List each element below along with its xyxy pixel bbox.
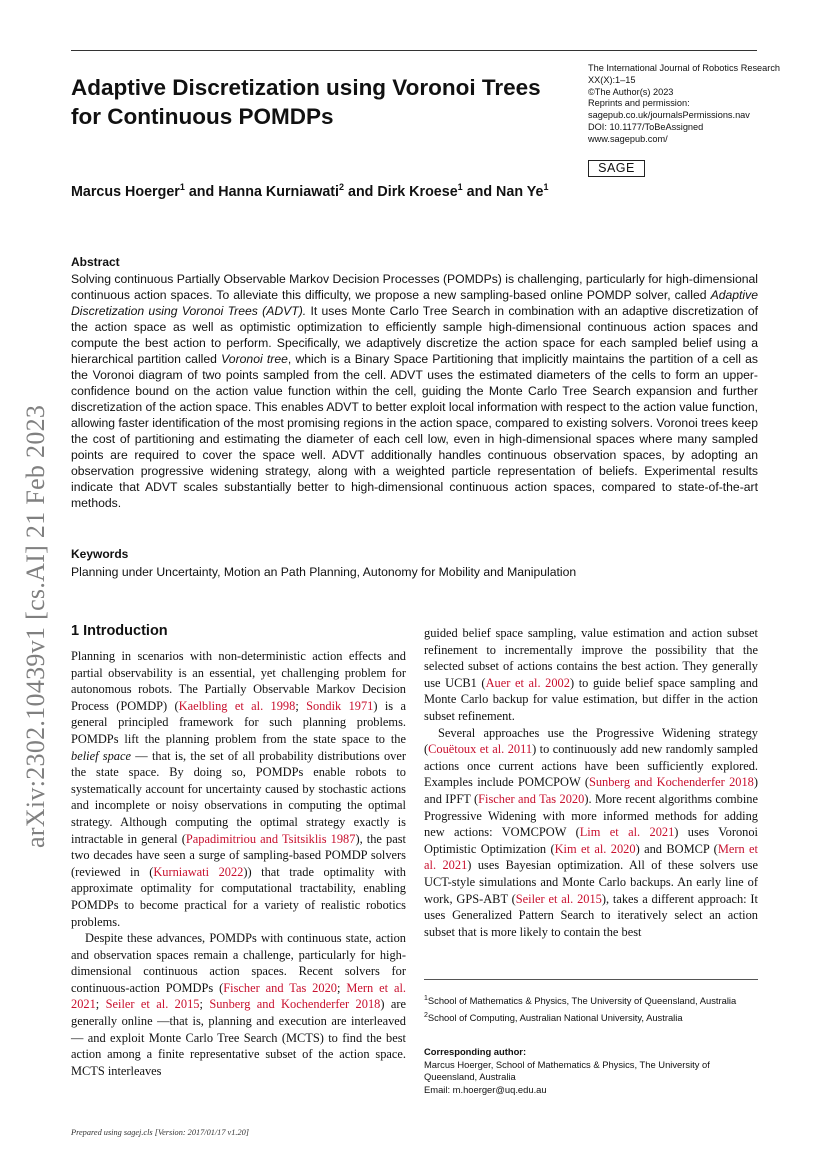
- author-name: Nan Ye: [496, 183, 544, 200]
- reprints: Reprints and permission:: [588, 98, 690, 109]
- citation-link[interactable]: Auer et al. 2002: [485, 675, 570, 690]
- author-list: Marcus Hoerger$^1$ and Hanna Kurniawati$^2$ and Dirk Kroese$^1$ and Nan Ye$^1$: [71, 182, 549, 200]
- citation-link[interactable]: Sondik 1971: [306, 698, 374, 713]
- footnote-rule: [424, 979, 758, 980]
- affiliation-text: School of Computing, Australian National University, Australia: [427, 1012, 683, 1024]
- citation-link[interactable]: Fischer and Tas 2020: [478, 791, 585, 806]
- author-affiliation: 1: [543, 182, 549, 192]
- page-footer: Prepared using sagej.cls [Version: 2017/01/17 v1.20]: [71, 1128, 249, 1137]
- abstract-text: Solving continuous Partially Observable Markov Decision Processes (POMDPs) is challenging, particularly for high-dimensional continuous action spaces. To alleviate this difficulty, we propose a new sampling-based online POMDP solver, called Adaptive Discretization using Voronoi Trees (ADVT). It uses Monte Carlo Tree Search in combination with an adaptive discretization of the action space as well as optimistic optimization to efficiently sample high-dimensional continuous action spaces and compute the best action to perform. Specifically, we adaptively discretize the action space for each sampled belief using a hierarchical partition called Voronoi tree, which is a Binary Space Partitioning that implicitly maintains the partition of a cell as the Voronoi diagram of two points sampled from the cell. ADVT uses the estimated diameters of the cells to form an upper-confidence bound on the action value function within the cell, guiding the Monte Carlo Tree Search expansion and further discretization of the action space. This enables ADVT to better exploit local information with respect to the action value function, allowing faster identification of the most promising regions in the action space, compared to existing solvers. Voronoi trees keep the cost of partitioning and estimating the diameter of each cell low, even in high-dimensional spaces where many sampled points are required to cover the space well. ADVT additionally handles continuous observation spaces, by adopting an observation progressive widening strategy, along with a weighted particle representation of beliefs. Experimental results indicate that ADVT scales substantially better to high-dimensional continuous action spaces, compared to state-of-the-art methods.: [71, 272, 758, 510]
- corresponding-author: [424, 1046, 758, 1096]
- publisher-link[interactable]: www.sagepub.com/: [588, 133, 668, 144]
- citation-link[interactable]: Seiler et al. 2015: [105, 997, 200, 1012]
- author-name: Dirk Kroese: [377, 183, 458, 200]
- emphasis: belief space: [71, 748, 132, 763]
- citation-link[interactable]: Couëtoux et al. 2011: [428, 742, 533, 757]
- affiliation-text: School of Mathematics & Physics, The University of Queensland, Australia: [427, 995, 737, 1007]
- citation-link[interactable]: Mern et al. 2021: [424, 841, 758, 873]
- keywords-heading: Keywords: [71, 547, 129, 561]
- paragraph: Several approaches use the Progressive Widening strategy (Couëtoux et al. 2011) to continuously add new randomly sampled actions once current actions have been sufficiently explored. Examples include POMCPOW (Sunberg and Kochenderfer 2018) and IPFT (Fischer and Tas 2020). More recent algorithms combine Progressive Widening with more informed methods for adding new actions: VOMCPOW (Lim et al. 2021) uses Voronoi Optimistic Optimization (Kim et al. 2020) and BOMCP (Mern et al. 2021) uses Bayesian optimization. All of these solvers use UCT-style simulations and Monte Carlo backups. An early line of work, GPS-ABT (Seiler et al. 2015), takes a different approach: It uses Generalized Pattern Search to iteratively select an action subset that is more likely to contain the best: [424, 725, 759, 939]
- journal-volume: XX(X):1–15: [588, 74, 636, 85]
- section-heading-introduction: 1 Introduction: [71, 623, 168, 639]
- emphasis: Voronoi tree: [221, 352, 288, 366]
- affiliation-number: 2: [424, 1012, 428, 1020]
- paper-title: Adaptive Discretization using Voronoi Trees for Continuous POMDPs: [71, 75, 541, 129]
- arxiv-identifier-stamp: arXiv:2302.10439v1 [cs.AI] 21 Feb 2023: [21, 404, 50, 848]
- corresponding-text: Marcus Hoerger, School of Mathematics & Physics, The University of Queensland, Australia: [424, 1058, 710, 1083]
- affiliation-item: [424, 993, 758, 1007]
- affiliations: [424, 993, 758, 1027]
- author-name: Marcus Hoerger: [71, 183, 180, 200]
- journal-name: The International Journal of Robotics Research: [588, 63, 781, 73]
- author-name: Hanna Kurniawati: [218, 183, 339, 200]
- paragraph: guided belief space sampling, value estimation and action subset refinement to incrementally improve the possibility that the selected subset of actions contains the best action. They generally use UCB1 (Auer et al. 2002) to guide belief space sampling and Monte Carlo backup for value estimation, but differ in the action subset refinement.: [424, 626, 759, 723]
- top-rule: [71, 50, 757, 51]
- author-affiliation: 1: [179, 182, 185, 192]
- citation-link[interactable]: Fischer and Tas 2020: [223, 980, 337, 995]
- paragraph: Planning in scenarios with non-deterministic action effects and partial observability is an essential, yet challenging problem for autonomous robots. The Partially Observable Markov Decision Process (POMDP) (Kaelbling et al. 1998; Sondik 1971) is a general principled framework for such planning problems. POMDPs lift the planning problem from the state space to the belief space — that is, the set of all probability distributions over the state space. By doing so, POMDPs enable robots to systematically account for uncertainty caused by stochastic actions and incomplete or noisy observations in computing the optimal strategy. Although computing the optimal strategy exactly is intractable in general (Papadimitriou and Tsitsiklis 1987), the past two decades have seen a surge of sampling-based POMDP solvers (reviewed in (Kurniawati 2022)) that trade optimality with approximate optimality for computational tractability, enabling POMDPs to become practical for a variety of realistic robotics problems.: [71, 649, 406, 929]
- citation-link[interactable]: Kaelbling et al. 1998: [178, 698, 296, 713]
- affiliation-number: 1: [424, 995, 428, 1002]
- copyright: ©The Author(s) 2023: [588, 86, 674, 97]
- citation-link[interactable]: Kurniawati 2022: [153, 864, 244, 879]
- affiliation-item: [424, 1010, 758, 1024]
- keywords-text: Planning under Uncertainty, Motion an Path Planning, Autonomy for Mobility and Manipulation: [71, 565, 577, 579]
- permissions-link[interactable]: sagepub.co.uk/journalsPermissions.nav: [588, 110, 750, 121]
- left-column: [71, 648, 406, 1079]
- emphasis: Adaptive Discretization using Voronoi Trees (ADVT).: [71, 288, 758, 318]
- citation-link[interactable]: Lim et al. 2021: [579, 825, 675, 840]
- sage-logo: SAGE: [588, 160, 645, 177]
- citation-link[interactable]: Papadimitriou and Tsitsiklis 1987: [185, 831, 356, 846]
- citation-link[interactable]: Sunberg and Kochenderfer 2018: [209, 997, 381, 1012]
- citation-link[interactable]: Kim et al. 2020: [554, 841, 636, 856]
- right-column: [424, 625, 758, 940]
- author-affiliation: 1: [457, 182, 463, 192]
- citation-link[interactable]: Sunberg and Kochenderfer 2018: [588, 775, 754, 790]
- corresponding-heading: Corresponding author:: [424, 1046, 527, 1057]
- author-affiliation: 2: [339, 182, 345, 192]
- abstract-heading: Abstract: [71, 255, 120, 269]
- paragraph: Despite these advances, POMDPs with continuous state, action and observation spaces remain a challenge, particularly for high-dimensional continuous action spaces. Recent solvers for continuous-action POMDPs (Fischer and Tas 2020; Mern et al. 2021; Seiler et al. 2015; Sunberg and Kochenderfer 2018) are generally online —that is, planning and execution are interleaved— and exploit Monte Carlo Tree Search (MCTS) to find the best action among a finite representative subset of the action space. MCTS interleaves: [71, 931, 406, 1078]
- citation-link[interactable]: Mern et al. 2021: [71, 980, 406, 1012]
- corresponding-email[interactable]: Email: m.hoerger@uq.edu.au: [424, 1083, 547, 1095]
- citation-link[interactable]: Seiler et al. 2015: [515, 891, 602, 906]
- journal-meta: [588, 63, 781, 146]
- doi: DOI: 10.1177/ToBeAssigned: [588, 121, 704, 132]
